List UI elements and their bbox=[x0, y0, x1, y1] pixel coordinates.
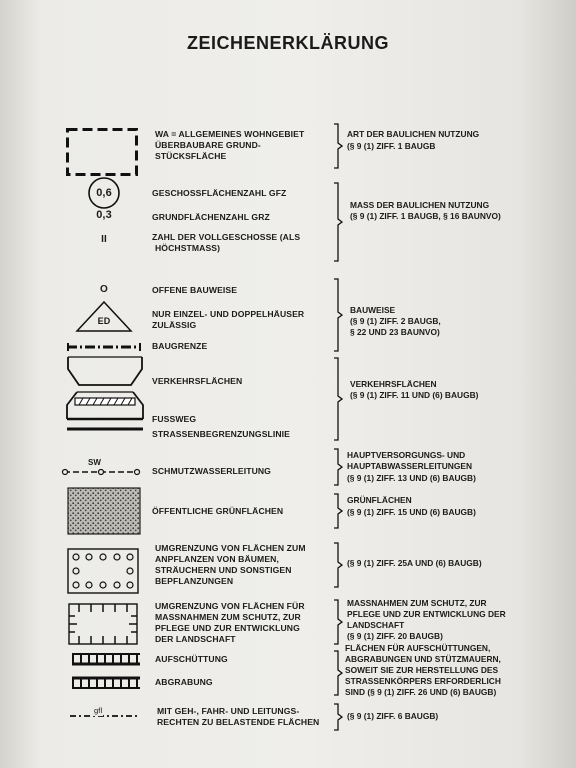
schutz-label-2: MASSNAHMEN ZUM SCHUTZ, ZUR bbox=[155, 612, 301, 622]
abgrabung-symbol bbox=[70, 675, 142, 696]
fussweg-label: FUSSWEG bbox=[152, 414, 197, 424]
wa-label-1: WA = ALLGEMEINES WOHNGEBIET bbox=[155, 129, 305, 139]
grz-symbol-text: 0,3 bbox=[96, 209, 112, 221]
schutz-label-3: PFLEGE UND ZUR ENTWICKLUNG bbox=[155, 623, 300, 633]
brace-schutz bbox=[333, 599, 343, 645]
group-leitung-line1: (§ 9 (1) ZIFF. 6 BAUGB) bbox=[347, 711, 439, 721]
ed-label-2: ZULÄSSIG bbox=[152, 320, 197, 330]
brace-aufschuettung bbox=[333, 650, 343, 696]
group-verkehr-line1: VERKEHRSFLÄCHEN bbox=[350, 379, 437, 389]
brace-leitung bbox=[333, 703, 343, 731]
anpflanzen-label-3: STRÄUCHERN UND SONSTIGEN bbox=[155, 565, 292, 575]
group-gruen-line2: (§ 9 (1) ZIFF. 15 UND (6) BAUGB) bbox=[347, 507, 476, 517]
ed-symbol-text: ED bbox=[97, 316, 111, 326]
group-bauweise-line1: BAUWEISE bbox=[350, 305, 396, 315]
group-haupt-line2: HAUPTABWASSERLEITUNGEN bbox=[347, 461, 473, 471]
schutz-label-1: UMGRENZUNG VON FLÄCHEN FÜR bbox=[155, 601, 305, 611]
group-aufschuettung-line3: SOWEIT SIE ZUR HERSTELLUNG DES bbox=[345, 665, 499, 675]
group-nutzung-line1: ART DER BAULICHEN NUTZUNG bbox=[347, 129, 480, 139]
schutz-symbol bbox=[67, 602, 139, 651]
group-aufschuettung-line1: FLÄCHEN FÜR AUFSCHÜTTUNGEN, bbox=[345, 643, 491, 653]
group-nutzung-line2: (§ 9 (1) ZIFF. 1 BAUGB bbox=[347, 141, 436, 151]
group-schutz-line3: LANDSCHAFT bbox=[347, 620, 405, 630]
brace-bauweise bbox=[333, 278, 343, 352]
verkehr-label: VERKEHRSFLÄCHEN bbox=[152, 376, 243, 386]
aufschuettung-symbol bbox=[70, 651, 142, 672]
group-schutz-line1: MASSNAHMEN ZUM SCHUTZ, ZUR bbox=[347, 598, 487, 608]
abgrabung-label: ABGRABUNG bbox=[155, 677, 213, 687]
wa-label-3: STÜCKSFLÄCHE bbox=[155, 151, 227, 161]
brace-verkehr bbox=[333, 357, 343, 441]
group-verkehr-line2: (§ 9 (1) ZIFF. 11 UND (6) BAUGB) bbox=[350, 390, 479, 400]
group-bauweise-line3: § 22 UND 23 BAUNVO) bbox=[350, 327, 440, 337]
group-haupt-line3: (§ 9 (1) ZIFF. 13 UND (6) BAUGB) bbox=[347, 473, 476, 483]
group-aufschuettung-line5: SIND (§ 9 (1) ZIFF. 26 UND (6) BAUGB) bbox=[345, 687, 497, 697]
leitungsrechte-label-2: RECHTEN ZU BELASTENDE FLÄCHEN bbox=[157, 717, 320, 727]
offene-symbol-text: O bbox=[100, 284, 108, 295]
wa-boundary-symbol bbox=[66, 128, 138, 181]
brace-gruen bbox=[333, 493, 343, 529]
ed-label-1: NUR EINZEL- UND DOPPELHÄUSER bbox=[152, 309, 305, 319]
page-title: ZEICHENERKLÄRUNG bbox=[186, 33, 389, 53]
gfz-label: GESCHOSSFLÄCHENZAHL GFZ bbox=[152, 188, 287, 198]
brace-anpflanzen bbox=[333, 542, 343, 588]
group-haupt-line1: HAUPTVERSORGUNGS- UND bbox=[347, 450, 466, 460]
schutz-label-4: DER LANDSCHAFT bbox=[155, 634, 236, 644]
gfz-symbol-text: 0,6 bbox=[96, 187, 112, 199]
gruenflaeche-symbol bbox=[67, 487, 141, 540]
vollgeschosse-symbol-text: II bbox=[101, 234, 107, 245]
group-schutz-line4: (§ 9 (1) ZIFF. 20 BAUGB) bbox=[347, 631, 443, 641]
group-gruen-line1: GRÜNFLÄCHEN bbox=[347, 495, 412, 505]
group-aufschuettung-line4: STRASSENKÖRPERS ERFORDERLICH bbox=[345, 676, 501, 686]
baugrenze-label: BAUGRENZE bbox=[152, 341, 208, 351]
brace-mass bbox=[333, 182, 343, 262]
group-anpflanzen-line1: (§ 9 (1) ZIFF. 25A UND (6) BAUGB) bbox=[347, 558, 482, 568]
anpflanzen-label-2: ANPFLANZEN VON BÄUMEN, bbox=[155, 554, 279, 564]
strassenbegrenzung-label: STRASSENBEGRENZUNGSLINIE bbox=[152, 429, 291, 439]
leitungsrechte-label-1: MIT GEH-, FAHR- UND LEITUNGS- bbox=[157, 706, 300, 716]
wa-label-2: ÜBERBAUBARE GRUND- bbox=[155, 140, 261, 150]
group-mass-line2: (§ 9 (1) ZIFF. 1 BAUGB, § 16 BAUNVO) bbox=[350, 211, 501, 221]
brace-haupt bbox=[333, 448, 343, 486]
brace-nutzung bbox=[333, 123, 343, 169]
offene-label: OFFENE BAUWEISE bbox=[152, 285, 238, 295]
schmutzwasser-label: SCHMUTZWASSERLEITUNG bbox=[152, 466, 271, 476]
vollgeschosse-label-1: ZAHL DER VOLLGESCHOSSE (ALS bbox=[152, 232, 301, 242]
group-aufschuettung-line2: ABGRABUNGEN UND STÜTZMAUERN, bbox=[345, 654, 501, 664]
grz-label: GRUNDFLÄCHENZAHL GRZ bbox=[152, 212, 270, 222]
vollgeschosse-label-2: HÖCHSTMASS) bbox=[155, 243, 221, 253]
group-mass-line1: MASS DER BAULICHEN NUTZUNG bbox=[350, 200, 490, 210]
fussweg-symbol bbox=[63, 389, 147, 444]
gruen-label: ÖFFENTLICHE GRÜNFLÄCHEN bbox=[152, 506, 284, 516]
group-bauweise-line2: (§ 9 (1) ZIFF. 2 BAUGB, bbox=[350, 316, 441, 326]
leitungsrechte-symbol-text: gfl bbox=[94, 706, 103, 715]
aufschuettung-label: AUFSCHÜTTUNG bbox=[155, 654, 228, 664]
anpflanzen-symbol bbox=[66, 547, 140, 600]
schmutzwasser-symbol-text: SW bbox=[88, 458, 102, 467]
anpflanzen-label-1: UMGRENZUNG VON FLÄCHEN ZUM bbox=[155, 543, 306, 553]
group-schutz-line2: PFLEGE UND ZUR ENTWICKLUNG DER bbox=[347, 609, 506, 619]
anpflanzen-label-4: BEPFLANZUNGEN bbox=[155, 576, 234, 586]
leitungsrechte-symbol bbox=[68, 708, 142, 727]
